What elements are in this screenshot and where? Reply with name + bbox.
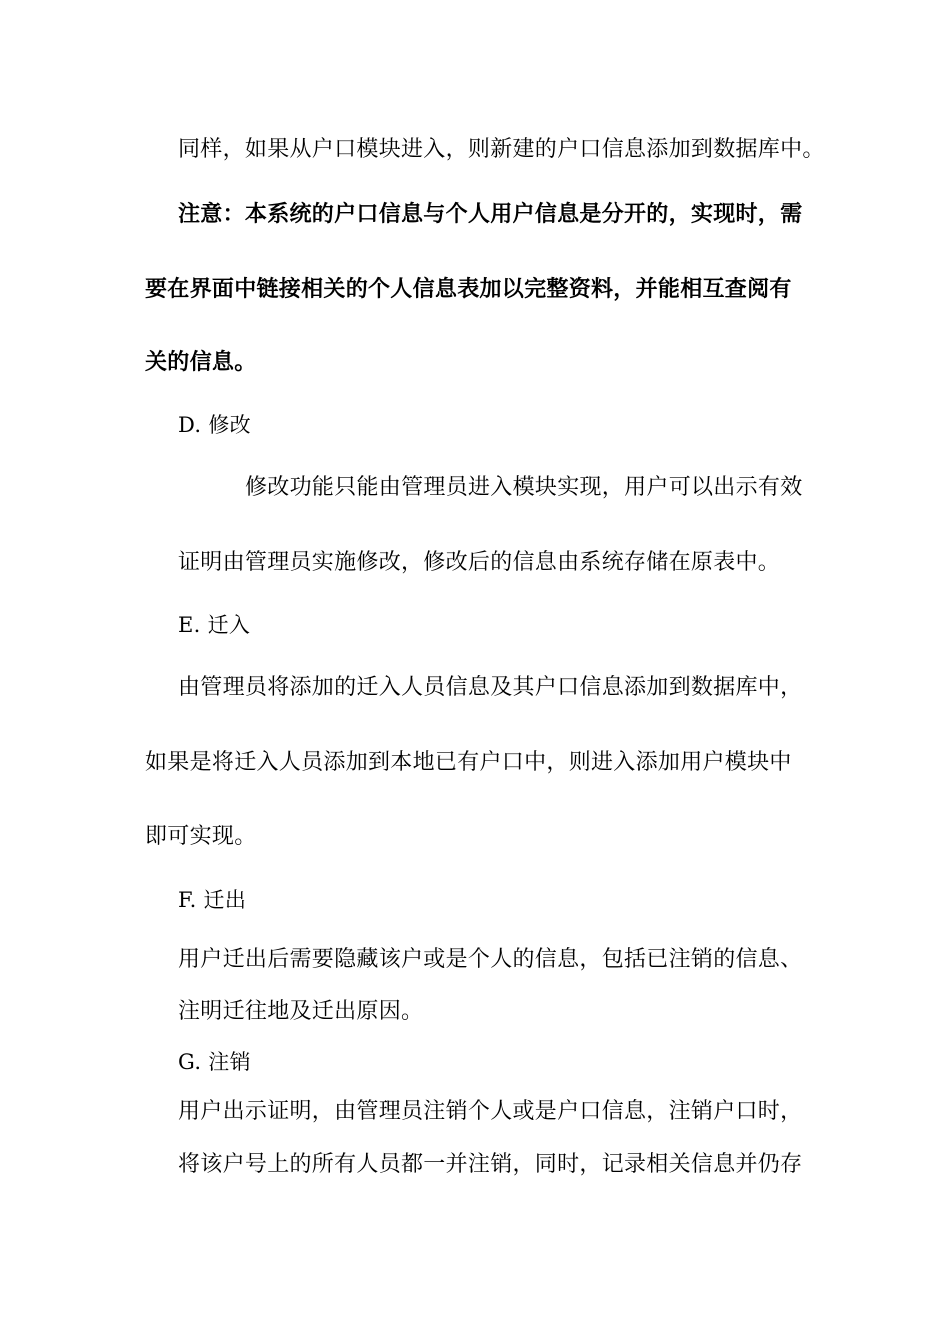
section-heading-modify: D. 修改 bbox=[178, 413, 251, 437]
paragraph-line: 将该户号上的所有人员都一并注销，同时，记录相关信息并仍存 bbox=[178, 1152, 803, 1177]
section-heading-move-in: E. 迁入 bbox=[178, 613, 251, 637]
section-heading-cancel: G. 注销 bbox=[178, 1050, 251, 1074]
section-heading-move-out: F. 迁出 bbox=[178, 888, 247, 912]
paragraph-line: 修改功能只能由管理员进入模块实现，用户可以出示有效 bbox=[245, 475, 803, 500]
note-line: 注意：本系统的户口信息与个人用户信息是分开的，实现时，需 bbox=[178, 202, 803, 227]
paragraph-line: 用户迁出后需要隐藏该户或是个人的信息，包括已注销的信息、 bbox=[178, 947, 803, 972]
note-line: 要在界面中链接相关的个人信息表加以完整资料，并能相互查阅有 bbox=[145, 277, 792, 302]
paragraph-line: 证明由管理员实施修改，修改后的信息由系统存储在原表中。 bbox=[178, 550, 781, 575]
note-line: 关的信息。 bbox=[145, 350, 257, 375]
paragraph-line: 用户出示证明，由管理员注销个人或是户口信息，注销户口时， bbox=[178, 1099, 803, 1124]
paragraph-line: 注明迁往地及迁出原因。 bbox=[178, 999, 424, 1024]
paragraph-line: 由管理员将添加的迁入人员信息及其户口信息添加到数据库中， bbox=[178, 675, 803, 700]
paragraph-line: 即可实现。 bbox=[145, 824, 257, 849]
paragraph-line: 同样，如果从户口模块进入，则新建的户口信息添加到数据库中。 bbox=[178, 137, 825, 162]
paragraph-line: 如果是将迁入人员添加到本地已有户口中，则进入添加用户模块中 bbox=[145, 750, 792, 775]
